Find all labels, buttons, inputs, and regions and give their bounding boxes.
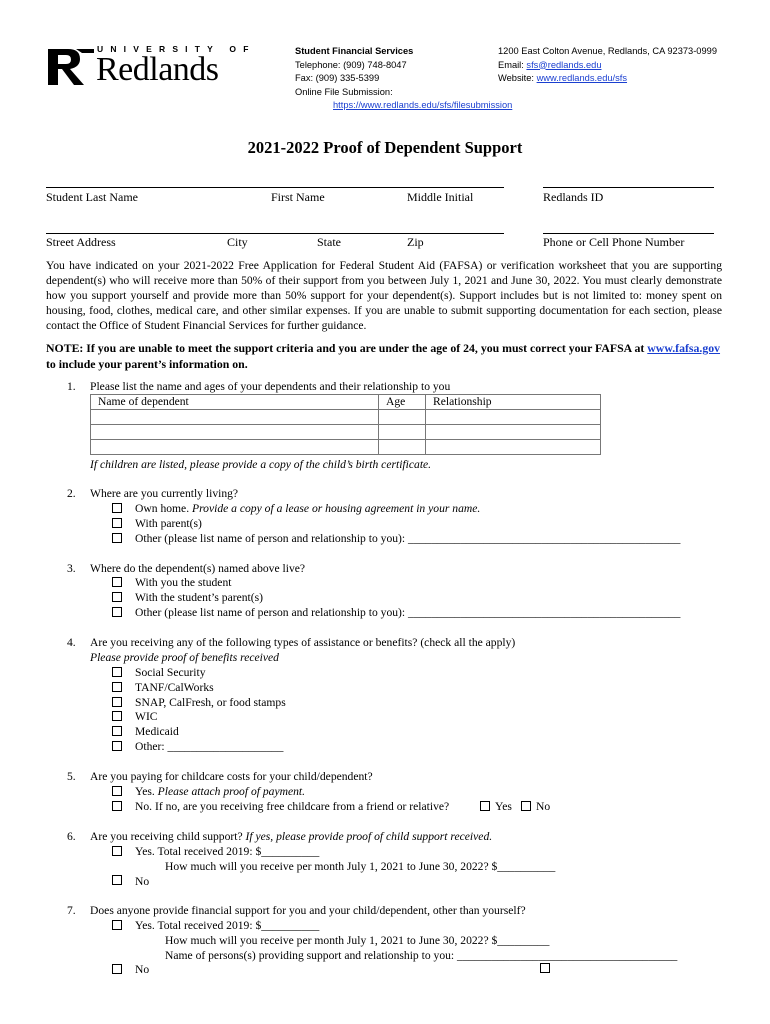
dependent-age-cell[interactable] <box>379 410 426 425</box>
q4-option-label: WIC <box>135 710 158 723</box>
name-entry-line[interactable] <box>46 187 504 188</box>
q5-number: 5. <box>67 770 76 783</box>
table-row[interactable] <box>91 425 601 440</box>
col-name-of-dependent: Name of dependent <box>91 395 379 410</box>
dependent-relationship-cell[interactable] <box>426 440 601 455</box>
website-label: Website: <box>498 73 537 83</box>
city-label: City <box>227 235 248 249</box>
q6-yes-label: Yes. Total received 2019: $__________ <box>135 845 320 858</box>
q4-option-label: Social Security <box>135 666 206 679</box>
q4-option-label: Other: ____________________ <box>135 740 284 753</box>
table-row[interactable] <box>91 440 601 455</box>
q5-no-checkbox[interactable] <box>112 801 122 811</box>
q4-number: 4. <box>67 636 76 649</box>
dependent-name-cell[interactable] <box>91 410 379 425</box>
q1-text: Please list the name and ages of your dependents and their relationship to you <box>90 380 451 393</box>
q7-names-label: Name of persons(s) providing support and relationship to you: ______________________________________ <box>165 949 678 962</box>
logo-redlands: Redlands <box>96 51 219 88</box>
q5-free-childcare-yes-label: Yes <box>495 800 512 813</box>
redlands-id-entry-line[interactable] <box>543 187 714 188</box>
fafsa-note <box>46 340 722 372</box>
table-row[interactable] <box>91 410 601 425</box>
q5-free-childcare-no-label: No <box>536 800 551 813</box>
zip-label: Zip <box>407 235 424 249</box>
q7-number: 7. <box>67 904 76 917</box>
q4-option-label: SNAP, CalFresh, or food stamps <box>135 696 286 709</box>
dependent-relationship-cell[interactable] <box>426 425 601 440</box>
q5-yes-checkbox[interactable] <box>112 786 122 796</box>
q3-with-parents-checkbox[interactable] <box>112 592 122 602</box>
q1-number: 1. <box>67 380 76 393</box>
q3-with-parents-label: With the student’s parent(s) <box>135 591 264 604</box>
q3-other-label: Other (please list name of person and relationship to you): _______________________________________________ <box>135 606 681 619</box>
office-fax: Fax: (909) 335-5399 <box>295 73 380 83</box>
address-entry-line[interactable] <box>46 233 504 234</box>
q5-free-childcare-yes-checkbox[interactable] <box>480 801 490 811</box>
q4-option-label: Medicaid <box>135 725 179 738</box>
col-age: Age <box>379 395 426 410</box>
q7-monthly-amount-label: How much will you receive per month July 1, 2021 to June 30, 2022? $_________ <box>165 934 550 947</box>
q6-yes-checkbox[interactable] <box>112 846 122 856</box>
q2-own-home-label: Own home. <box>135 502 192 515</box>
q7-yes-checkbox[interactable] <box>112 920 122 930</box>
q6-number: 6. <box>67 830 76 843</box>
q2-with-parents-label: With parent(s) <box>135 517 202 530</box>
q4-subtext: Please provide proof of benefits received <box>90 651 279 664</box>
university-logo-mark-icon <box>46 47 96 87</box>
q7-extra-checkbox[interactable] <box>540 963 550 973</box>
intro-paragraph: You have indicated on your 2021-2022 Free Application for Federal Student Aid (FAFSA) or verification worksheet that you are supporting dependent(s) who will receive more than 50% of their support from you between July 1, 2021 and June 30, 2022. You must clearly demonstrate how you support yourself and provide more than 50% support for your dependent(s). Support includes but is not limited to: money spent on housing, food, clothes, medical care, and other similar expenses. If you are unable to submit supporting documentation for each section, please contact the Office of Student Financial Services for further guidance. <box>46 259 722 332</box>
online-submission-link[interactable]: https://www.redlands.edu/sfs/filesubmission <box>333 100 513 110</box>
email-link[interactable]: sfs@redlands.edu <box>526 59 602 70</box>
redlands-id-label: Redlands ID <box>543 190 604 204</box>
q2-text: Where are you currently living? <box>90 487 239 500</box>
online-submission-label: Online File Submission: <box>295 86 393 97</box>
q7-no-checkbox[interactable] <box>112 964 122 974</box>
q4-social-security-checkbox[interactable] <box>112 667 122 677</box>
q7-no-label: No <box>135 963 150 976</box>
q2-own-home-option <box>135 502 480 515</box>
q4-other-checkbox[interactable] <box>112 741 122 751</box>
q6-monthly-amount-label: How much will you receive per month July 1, 2021 to June 30, 2022? $__________ <box>165 860 556 873</box>
q6-question <box>90 830 492 843</box>
q4-text: Are you receiving any of the following types of assistance or benefits? (check all the apply) <box>90 636 516 649</box>
q6-no-checkbox[interactable] <box>112 875 122 885</box>
office-telephone: Telephone: (909) 748-8047 <box>295 59 407 70</box>
website-link[interactable]: www.redlands.edu/sfs <box>536 73 628 83</box>
table-header-row <box>91 395 601 410</box>
state-label: State <box>317 235 341 249</box>
q4-wic-checkbox[interactable] <box>112 711 122 721</box>
q5-no-label: No. If no, are you receiving free childcare from a friend or relative? <box>135 800 450 813</box>
q3-text: Where do the dependent(s) named above live? <box>90 562 306 575</box>
q4-tanf-checkbox[interactable] <box>112 682 122 692</box>
middle-initial-label: Middle Initial <box>407 190 474 204</box>
q5-text: Are you paying for childcare costs for your child/dependent? <box>90 770 373 783</box>
q2-other-label: Other (please list name of person and relationship to you): _______________________________________________ <box>135 532 681 545</box>
q7-yes-label: Yes. Total received 2019: $__________ <box>135 919 320 932</box>
q1-footnote: If children are listed, please provide a copy of the child’s birth certificate. <box>90 458 432 471</box>
first-name-label: First Name <box>271 190 325 204</box>
col-relationship: Relationship <box>426 395 601 410</box>
street-address-label: Street Address <box>46 235 116 249</box>
q7-text: Does anyone provide financial support for you and your child/dependent, other than yourself? <box>90 904 526 917</box>
page-title: 2021-2022 Proof of Dependent Support <box>247 138 523 157</box>
q5-yes-label: Yes. <box>135 785 158 798</box>
dependent-age-cell[interactable] <box>379 425 426 440</box>
dependent-name-cell[interactable] <box>91 440 379 455</box>
q2-own-home-note: Provide a copy of a lease or housing agreement in your name. <box>192 502 481 515</box>
logo-university-of: UNIVERSITY OF <box>97 44 256 54</box>
q5-yes-note: Please attach proof of payment. <box>157 785 306 798</box>
q3-number: 3. <box>67 562 76 575</box>
last-name-label: Student Last Name <box>46 190 138 204</box>
q2-other-checkbox[interactable] <box>112 533 122 543</box>
dependent-relationship-cell[interactable] <box>426 410 601 425</box>
phone-entry-line[interactable] <box>543 233 714 234</box>
q5-free-childcare-no-checkbox[interactable] <box>521 801 531 811</box>
office-contact-block <box>295 45 512 113</box>
dependent-age-cell[interactable] <box>379 440 426 455</box>
office-name: Student Financial Services <box>295 46 414 56</box>
q2-number: 2. <box>67 487 76 500</box>
dependent-name-cell[interactable] <box>91 425 379 440</box>
q2-with-parents-checkbox[interactable] <box>112 518 122 528</box>
dependents-table <box>90 394 601 455</box>
note-prefix: NOTE: If you are unable to meet the support criteria and you are under the age of 24, you must correct your FAFSA at <box>46 341 648 355</box>
q6-no-label: No <box>135 875 150 888</box>
q6-text: Are you receiving child support? <box>90 830 246 843</box>
email-label: Email: <box>498 59 527 70</box>
q4-snap-checkbox[interactable] <box>112 697 122 707</box>
phone-label: Phone or Cell Phone Number <box>543 235 685 249</box>
q3-with-student-label: With you the student <box>135 576 232 589</box>
q4-option-label: TANF/CalWorks <box>135 681 214 694</box>
q6-note: If yes, please provide proof of child support received. <box>245 830 493 843</box>
q3-other-checkbox[interactable] <box>112 607 122 617</box>
office-address: 1200 East Colton Avenue, Redlands, CA 92373-0999 <box>498 46 717 56</box>
q2-own-home-checkbox[interactable] <box>112 503 122 513</box>
q4-medicaid-checkbox[interactable] <box>112 726 122 736</box>
fafsa-link[interactable]: www.fafsa.gov <box>647 341 721 355</box>
q5-yes-option <box>135 785 305 798</box>
note-suffix: to include your parent’s information on. <box>46 357 248 371</box>
address-block <box>498 45 717 86</box>
q3-with-student-checkbox[interactable] <box>112 577 122 587</box>
